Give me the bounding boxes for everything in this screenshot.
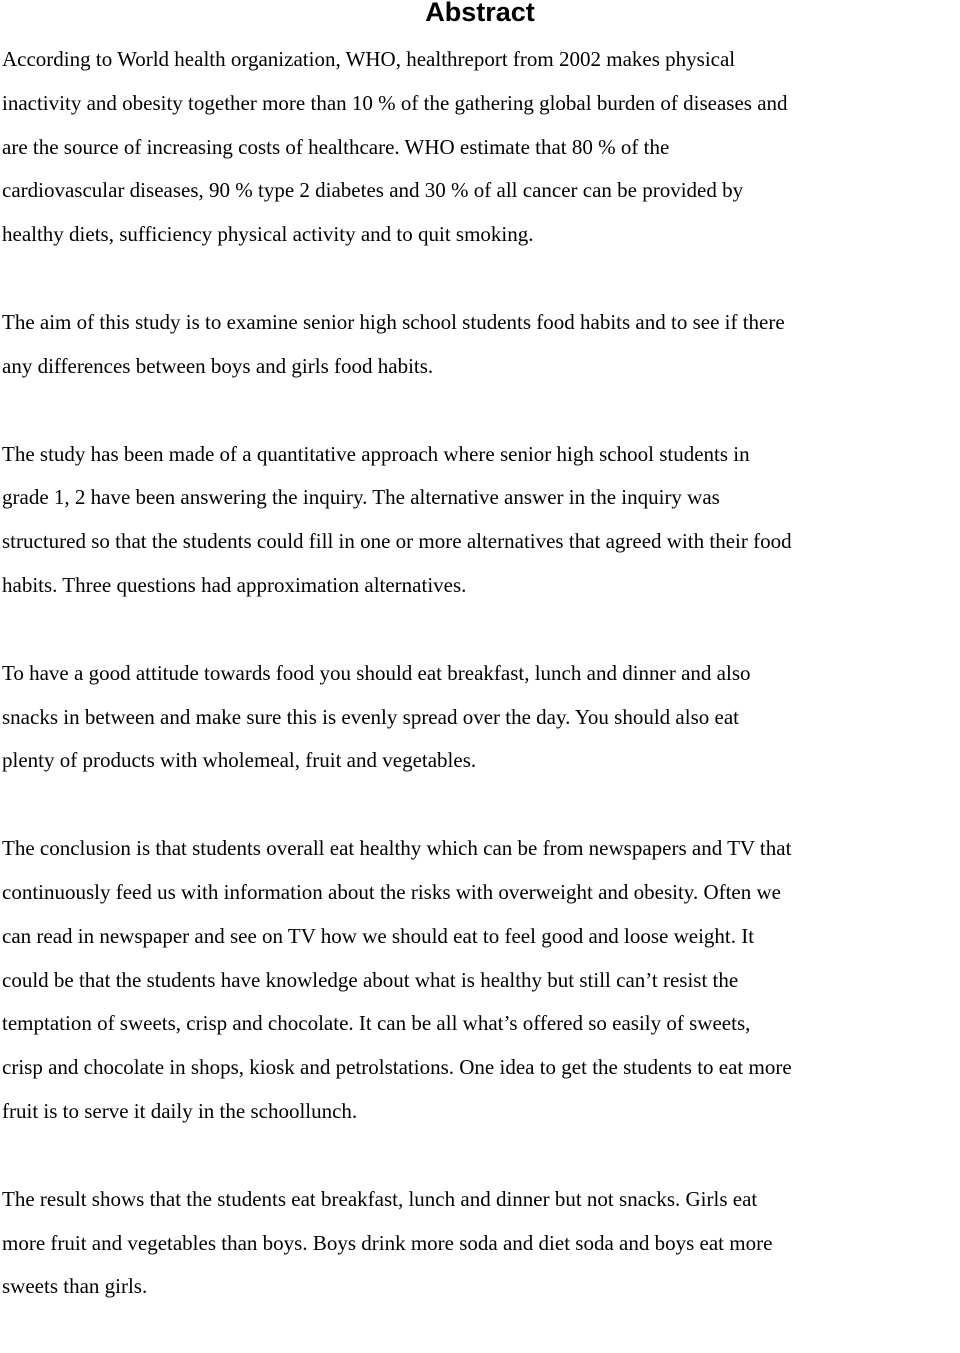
text-line: crisp and chocolate in shops, kiosk and petrolstations. One idea to get the students to eat more — [2, 1055, 792, 1080]
text-line: continuously feed us with information about the risks with overweight and obesity. Often we — [2, 879, 781, 904]
text-line: grade 1, 2 have been answering the inquiry. The alternative answer in the inquiry was — [2, 485, 720, 510]
text-line: The aim of this study is to examine senior high school students food habits and to see if there — [2, 309, 785, 334]
text-line: The study has been made of a quantitative approach where senior high school students in — [2, 441, 750, 466]
text-line: fruit is to serve it daily in the schoollunch. — [2, 1098, 358, 1123]
text-line: To have a good attitude towards food you should eat breakfast, lunch and dinner and also — [2, 660, 751, 685]
text-line: temptation of sweets, crisp and chocolate. It can be all what’s offered so easily of sweets, — [2, 1011, 751, 1036]
text-line: structured so that the students could fill in one or more alternatives that agreed with their food — [2, 529, 792, 554]
text-line: snacks in between and make sure this is evenly spread over the day. You should also eat — [2, 704, 739, 729]
text-line: can read in newspaper and see on TV how we should eat to feel good and loose weight. It — [2, 923, 755, 948]
text-line: any differences between boys and girls food habits. — [2, 353, 434, 378]
text-line: habits. Three questions had approximation alternatives. — [2, 572, 467, 597]
text-line: plenty of products with wholemeal, fruit and vegetables. — [2, 748, 477, 773]
text-line: are the source of increasing costs of healthcare. WHO estimate that 80 % of the — [2, 134, 670, 159]
abstract-body — [2, 38, 960, 1353]
paragraph-method — [2, 433, 960, 608]
paragraph-who-background — [2, 38, 960, 257]
text-line: healthy diets, sufficiency physical activity and to quit smoking. — [2, 222, 534, 247]
text-line: The result shows that the students eat breakfast, lunch and dinner but not snacks. Girls eat — [2, 1186, 758, 1211]
text-line: could be that the students have knowledge about what is healthy but still can’t resist the — [2, 967, 739, 992]
text-line: The conclusion is that students overall eat healthy which can be from newspapers and TV that — [2, 836, 792, 861]
paragraph-food-attitude — [2, 652, 960, 783]
text-line: more fruit and vegetables than boys. Boys drink more soda and diet soda and boys eat more — [2, 1230, 773, 1255]
text-line: According to World health organization, WHO, healthreport from 2002 makes physical — [2, 47, 736, 71]
paragraph-result — [2, 1178, 960, 1309]
page-title: Abstract — [425, 0, 535, 27]
paragraph-conclusion — [2, 827, 960, 1134]
text-line: sweets than girls. — [2, 1274, 148, 1299]
text-line: cardiovascular diseases, 90 % type 2 diabetes and 30 % of all cancer can be provided by — [2, 178, 744, 203]
text-line: inactivity and obesity together more than 10 % of the gathering global burden of diseases and — [2, 90, 788, 115]
paragraph-study-aim — [2, 301, 960, 389]
